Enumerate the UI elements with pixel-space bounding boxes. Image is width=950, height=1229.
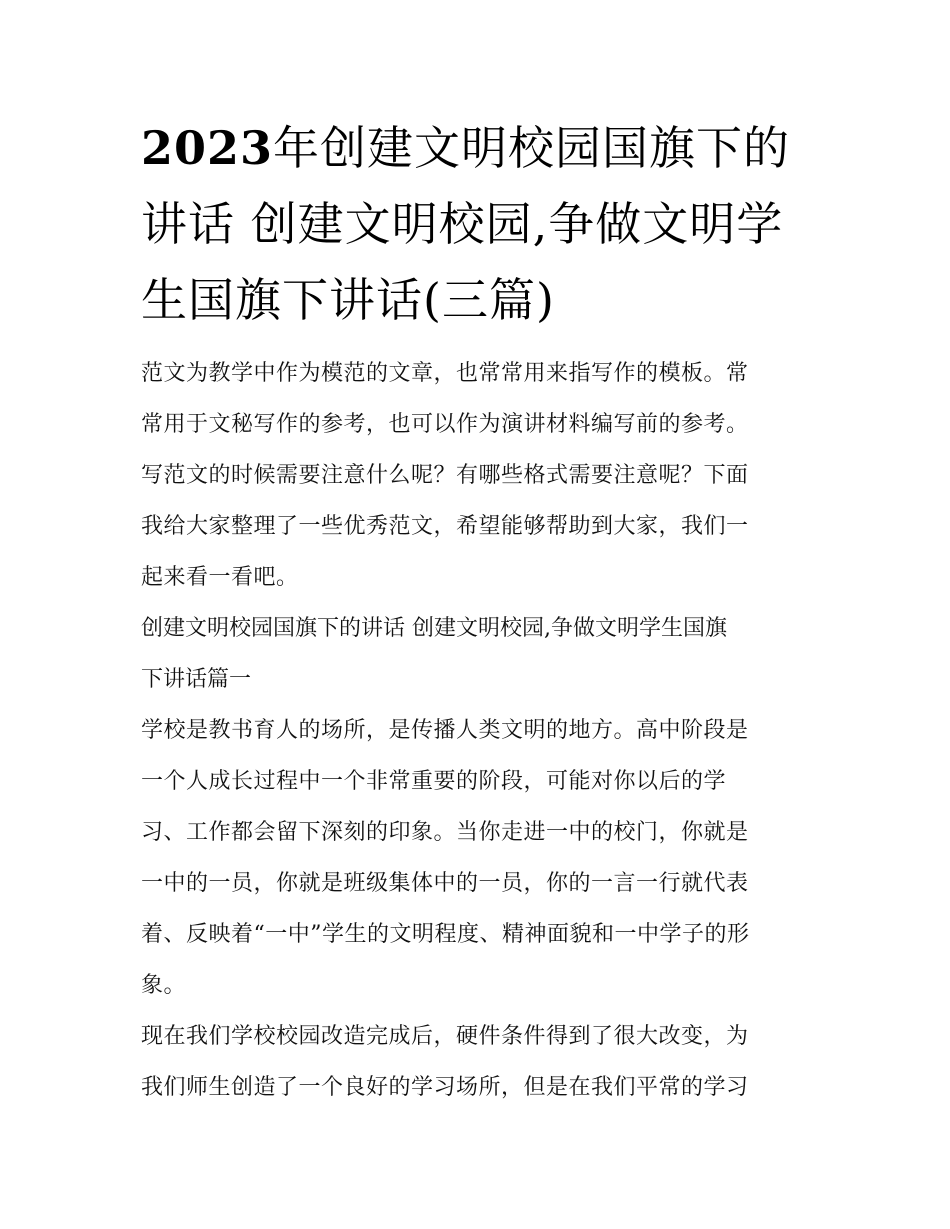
text-line: 常用于文秘写作的参考，也可以作为演讲材料编写前的参考。 [141, 412, 749, 437]
title-year: 2023 [141, 121, 274, 175]
text-line: 范文为教学中作为模范的文章，也常常用来指写作的模板。常 [141, 361, 749, 386]
text-line: 学校是教书育人的场所，是传播人类文明的地方。高中阶段是 [141, 718, 749, 743]
title-line [141, 110, 821, 186]
text-line: 着、反映着“一中”学生的文明程度、精神面貌和一中学子的形 [141, 922, 750, 947]
text-line: 写范文的时候需要注意什么呢？有哪些格式需要注意呢？下面 [141, 463, 749, 488]
section-heading [141, 603, 821, 705]
text-line: 一个人成长过程中一个非常重要的阶段，可能对你以后的学 [141, 769, 727, 794]
intro-paragraph [141, 348, 821, 603]
text-line: 现在我们学校校园改造完成后，硬件条件得到了很大改变，为 [141, 1024, 749, 1049]
title-line [141, 262, 821, 338]
title-text: 年创建文明校园国旗下的 [273, 121, 791, 175]
document-title [141, 110, 821, 338]
heading-line: 创建文明校园国旗下的讲话 创建文明校园,争做文明学生国旗 [141, 616, 727, 641]
text-line: 习、工作都会留下深刻的印象。当你走进一中的校门，你就是 [141, 820, 749, 845]
document-content [141, 110, 821, 1113]
text-line: 我们师生创造了一个良好的学习场所，但是在我们平常的学习 [141, 1075, 749, 1100]
title-text: 讲话 创建文明校园,争做文明学 [141, 197, 784, 251]
text-line: 我给大家整理了一些优秀范文，希望能够帮助到大家，我们一 [141, 514, 749, 539]
body-paragraph-1 [141, 705, 821, 1011]
text-line: 一中的一员，你就是班级集体中的一员，你的一言一行就代表 [141, 871, 749, 896]
title-line [141, 186, 821, 262]
title-text: 生国旗下讲话(三篇) [141, 273, 555, 327]
text-line: 起来看一看吧。 [141, 565, 299, 590]
heading-line: 下讲话篇一 [141, 667, 252, 692]
text-line: 象。 [141, 973, 187, 998]
body-paragraph-2 [141, 1011, 821, 1113]
